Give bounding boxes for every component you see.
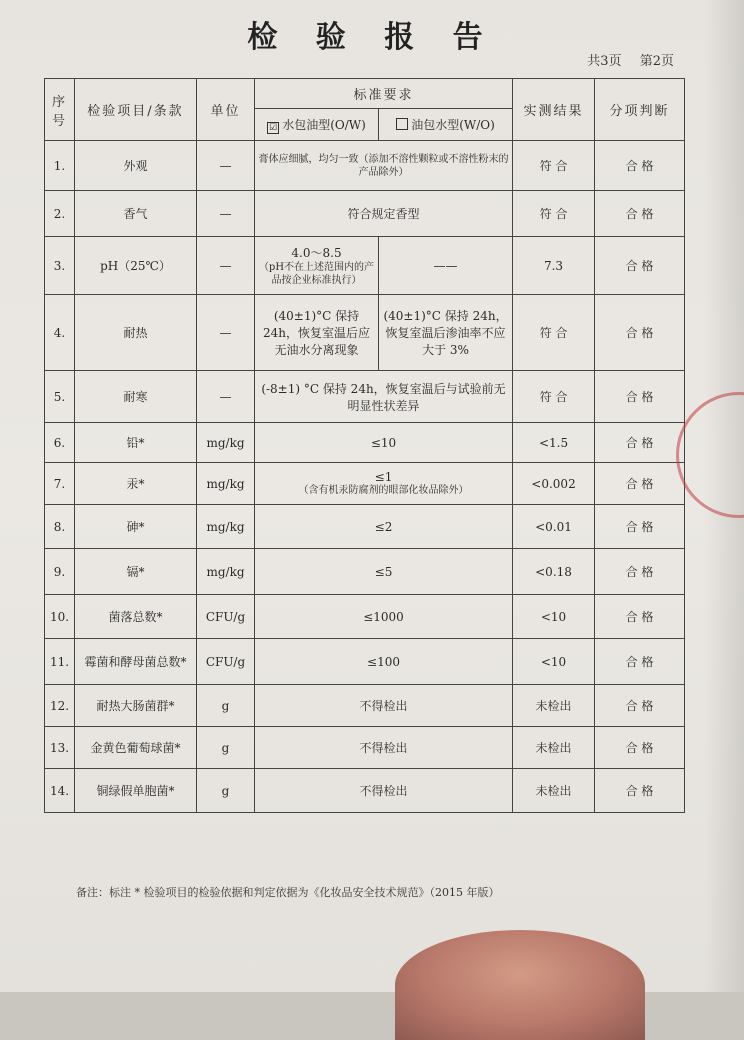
row-no: 5. <box>45 371 75 423</box>
row-item: 镉* <box>75 549 197 595</box>
table-row <box>45 191 685 237</box>
row-item: 金黄色葡萄球菌* <box>75 727 197 769</box>
table-row <box>45 141 685 191</box>
standard-note: （含有机汞防腐剂的眼部化妆品除外） <box>298 485 469 496</box>
row-item: 铜绿假单胞菌* <box>75 769 197 813</box>
row-judgement: 合 格 <box>595 685 685 727</box>
page-current: 第2页 <box>639 54 674 69</box>
row-result: <0.002 <box>513 463 595 505</box>
row-standard-wo: —— <box>379 237 513 295</box>
table-row <box>45 639 685 685</box>
table-row <box>45 727 685 769</box>
row-standard: ≤10 <box>255 423 513 463</box>
row-result: 符 合 <box>513 371 595 423</box>
row-unit: CFU/g <box>197 595 255 639</box>
row-no: 3. <box>45 237 75 295</box>
report-title: 检 验 报 告 <box>247 20 497 55</box>
header-unit: 单位 <box>197 79 255 141</box>
row-unit: mg/kg <box>197 505 255 549</box>
standard-range: 4.0～8.5 <box>291 246 342 260</box>
header-standard: 标准要求 <box>255 79 513 109</box>
row-standard: ≤100 <box>255 639 513 685</box>
row-result: 符 合 <box>513 295 595 371</box>
row-unit: — <box>197 237 255 295</box>
row-item: 香气 <box>75 191 197 237</box>
row-unit: mg/kg <box>197 463 255 505</box>
row-unit: mg/kg <box>197 423 255 463</box>
row-judgement: 合 格 <box>595 505 685 549</box>
row-judgement: 合 格 <box>595 549 685 595</box>
row-result: 符 合 <box>513 191 595 237</box>
row-result: 未检出 <box>513 685 595 727</box>
row-item: 砷* <box>75 505 197 549</box>
row-judgement: 合 格 <box>595 423 685 463</box>
table-row <box>45 685 685 727</box>
row-result: <0.01 <box>513 505 595 549</box>
header-judgement: 分项判断 <box>595 79 685 141</box>
row-result: <0.18 <box>513 549 595 595</box>
table-row <box>45 549 685 595</box>
row-standard: 不得检出 <box>255 727 513 769</box>
row-no: 6. <box>45 423 75 463</box>
table-row <box>45 237 685 295</box>
row-item: 菌落总数* <box>75 595 197 639</box>
page-indicator <box>573 50 674 69</box>
checkbox-empty-icon <box>396 118 408 130</box>
row-unit: — <box>197 371 255 423</box>
row-item: 汞* <box>75 463 197 505</box>
row-judgement: 合 格 <box>595 191 685 237</box>
row-standard: 不得检出 <box>255 769 513 813</box>
standard-limit: ≤1 <box>374 470 393 484</box>
row-judgement: 合 格 <box>595 595 685 639</box>
row-unit: — <box>197 141 255 191</box>
row-standard: 膏体应细腻，均匀一致（添加不溶性颗粒或不溶性粉末的产品除外） <box>255 141 513 191</box>
row-item: 耐热大肠菌群* <box>75 685 197 727</box>
row-judgement: 合 格 <box>595 727 685 769</box>
table-row <box>45 295 685 371</box>
header-type-ow: ☑ 水包油型(O/W) <box>255 109 379 141</box>
table-row <box>45 505 685 549</box>
row-judgement: 合 格 <box>595 295 685 371</box>
row-unit: mg/kg <box>197 549 255 595</box>
row-no: 12. <box>45 685 75 727</box>
row-standard-ow <box>255 237 379 295</box>
table-row <box>45 371 685 423</box>
table-row <box>45 595 685 639</box>
row-judgement: 合 格 <box>595 463 685 505</box>
row-item: pH（25℃） <box>75 237 197 295</box>
row-no: 4. <box>45 295 75 371</box>
table-row <box>45 463 685 505</box>
row-no: 9. <box>45 549 75 595</box>
row-judgement: 合 格 <box>595 237 685 295</box>
row-item: 外观 <box>75 141 197 191</box>
row-standard: ≤2 <box>255 505 513 549</box>
row-judgement: 合 格 <box>595 141 685 191</box>
row-judgement: 合 格 <box>595 639 685 685</box>
header-result: 实测结果 <box>513 79 595 141</box>
row-result: <10 <box>513 595 595 639</box>
footnote: 备注：标注 * 检验项目的检验依据和判定依据为《化妆品安全技术规范》（2015 年版） <box>76 886 500 899</box>
row-unit: CFU/g <box>197 639 255 685</box>
row-unit: g <box>197 727 255 769</box>
row-result: 未检出 <box>513 727 595 769</box>
row-standard: (-8±1) °C 保持 24h，恢复室温后与试验前无明显性状差异 <box>255 371 513 423</box>
header-type-wo: 油包水型(W/O) <box>379 109 513 141</box>
row-no: 8. <box>45 505 75 549</box>
checkbox-checked-icon: ☑ <box>269 122 278 133</box>
row-standard <box>255 463 513 505</box>
row-no: 11. <box>45 639 75 685</box>
row-result: <1.5 <box>513 423 595 463</box>
row-item: 铅* <box>75 423 197 463</box>
row-unit: — <box>197 191 255 237</box>
standard-note: （pH不在上述范围内的产品按企业标准执行） <box>258 262 375 286</box>
row-standard: 符合规定香型 <box>255 191 513 237</box>
header-no: 序号 <box>45 79 75 141</box>
row-no: 1. <box>45 141 75 191</box>
row-no: 10. <box>45 595 75 639</box>
row-standard-ow: (40±1)°C 保持24h，恢复室温后应无油水分离现象 <box>255 295 379 371</box>
row-standard: ≤5 <box>255 549 513 595</box>
row-item: 耐热 <box>75 295 197 371</box>
row-standard: 不得检出 <box>255 685 513 727</box>
row-item: 霉菌和酵母菌总数* <box>75 639 197 685</box>
finger-holding-page <box>395 930 645 1040</box>
header-item: 检验项目/条款 <box>75 79 197 141</box>
row-item: 耐寒 <box>75 371 197 423</box>
row-result: 7.3 <box>513 237 595 295</box>
table-row <box>45 769 685 813</box>
header-row-1 <box>45 79 685 109</box>
row-standard: ≤1000 <box>255 595 513 639</box>
row-result: <10 <box>513 639 595 685</box>
row-unit: g <box>197 685 255 727</box>
row-standard-wo: (40±1)°C 保持 24h，恢复室温后渗油率不应大于 3% <box>379 295 513 371</box>
row-judgement: 合 格 <box>595 371 685 423</box>
row-no: 14. <box>45 769 75 813</box>
row-unit: — <box>197 295 255 371</box>
table-row <box>45 423 685 463</box>
row-result: 符 合 <box>513 141 595 191</box>
page-total: 共3页 <box>587 54 622 69</box>
row-result: 未检出 <box>513 769 595 813</box>
row-judgement: 合 格 <box>595 769 685 813</box>
row-no: 13. <box>45 727 75 769</box>
row-unit: g <box>197 769 255 813</box>
row-no: 2. <box>45 191 75 237</box>
row-no: 7. <box>45 463 75 505</box>
inspection-table <box>44 78 685 813</box>
